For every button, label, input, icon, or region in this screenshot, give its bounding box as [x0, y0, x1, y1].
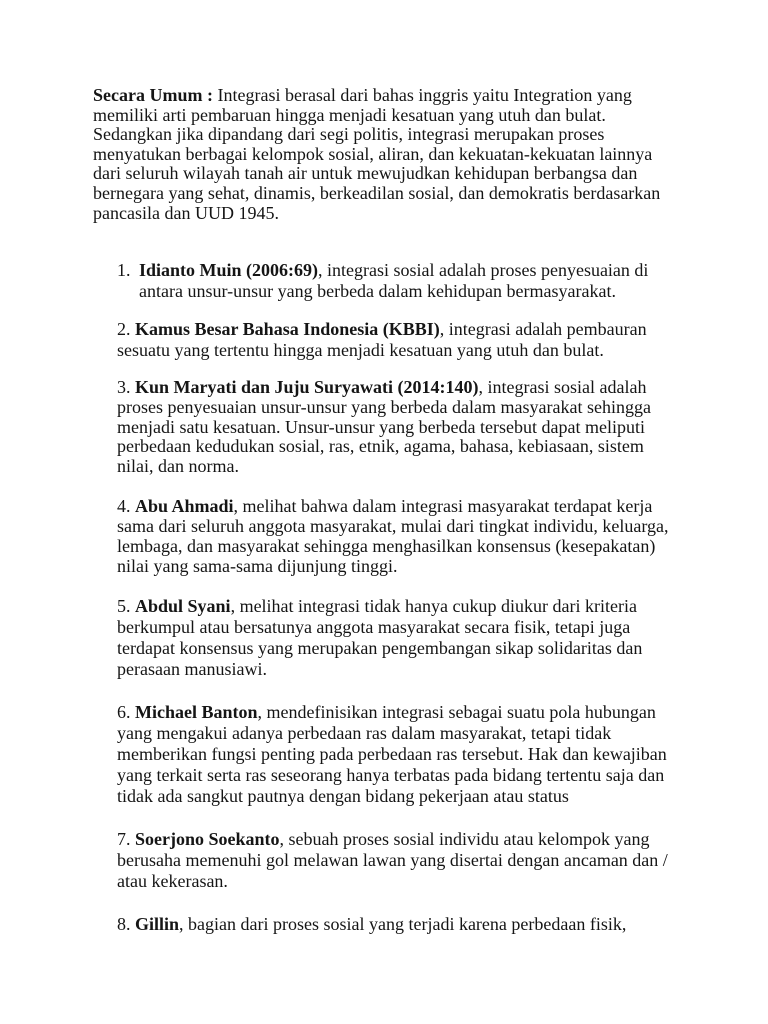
- list-item: [117, 829, 668, 892]
- list-item: [117, 378, 651, 477]
- item-author: Idianto Muin (2006:69): [139, 260, 319, 280]
- text-line: [117, 596, 642, 617]
- item-number: 5.: [117, 596, 131, 616]
- item-number: 6.: [117, 702, 131, 722]
- item-author: Soerjono Soekanto: [135, 829, 280, 849]
- text-line: memberikan fungsi penting pada perbedaan ras tersebut. Hak dan kewajiban: [117, 744, 667, 764]
- text-line: [93, 86, 660, 106]
- text-line: nilai yang sama-sama dijunjung tinggi.: [117, 556, 398, 576]
- list-item: [117, 596, 642, 680]
- item-text: , sebuah proses sosial individu atau kelompok yang: [279, 829, 650, 849]
- intro-text: Integrasi berasal dari bahas inggris yaitu Integration yang: [217, 85, 632, 105]
- item-body: [139, 260, 648, 302]
- item-number: 8.: [117, 914, 131, 934]
- item-text: , melihat integrasi tidak hanya cukup diukur dari kriteria: [230, 596, 637, 616]
- text-line: proses penyesuaian unsur-unsur yang berbeda dalam masyarakat sehingga: [117, 396, 651, 417]
- text-line: Sedangkan jika dipandang dari segi politis, integrasi merupakan proses: [93, 124, 605, 145]
- text-line: menjadi satu kesatuan. Unsur-unsur yang berbeda tersebut dapat meliputi: [117, 416, 645, 437]
- text-line: yang mengakui adanya perbedaan ras dalam masyarakat, tetapi tidak: [117, 723, 612, 743]
- text-line: berkumpul atau bersatunya anggota masyarakat secara fisik, tetapi juga: [117, 617, 631, 637]
- item-text: , bagian dari proses sosial yang terjadi karena perbedaan fisik,: [179, 914, 627, 934]
- item-number: 7.: [117, 829, 131, 849]
- item-text: , integrasi adalah pembauran: [439, 319, 647, 339]
- text-line: yang terkait serta ras seseorang hanya terbatas pada bidang tertentu saja dan: [117, 765, 665, 785]
- item-number: 2.: [117, 319, 131, 339]
- text-line: bernegara yang sehat, dinamis, berkeadilan sosial, dan demokratis berdasarkan: [93, 182, 661, 203]
- list-item: [117, 319, 647, 361]
- text-line: berusaha memenuhi gol melawan lawan yang disertai dengan ancaman dan /: [117, 850, 668, 870]
- text-line: [117, 496, 669, 516]
- item-number: 1.: [117, 260, 131, 280]
- text-line: sesuatu yang tertentu hingga menjadi kesatuan yang utuh dan bulat.: [117, 340, 604, 360]
- item-number: 4.: [117, 496, 131, 516]
- text-line: perasaan manusiawi.: [117, 659, 267, 679]
- text-line: menyatukan berbagai kelompok sosial, aliran, dan kekuatan-kekuatan lainnya: [93, 143, 653, 164]
- text-line: tidak ada sangkut pautnya dengan bidang pekerjaan atau status: [117, 786, 569, 806]
- text-line: [117, 829, 668, 850]
- text-line: perbedaan kedudukan sosial, ras, etnik, agama, bahasa, kebiasaan, sistem: [117, 436, 644, 457]
- text-line: terdapat konsensus yang merupakan pengembangan sikap solidaritas dan: [117, 638, 643, 658]
- list-item: [117, 496, 669, 576]
- item-author: Gillin: [135, 914, 180, 934]
- intro-paragraph: [93, 86, 660, 223]
- text-line: nilai, dan norma.: [117, 456, 239, 476]
- list-item: [117, 914, 626, 935]
- text-line: dari seluruh wilayah tanah air untuk mewujudkan kehidupan berbangsa dan: [93, 163, 638, 184]
- item-author: Abdul Syani: [135, 596, 231, 616]
- text-line: [117, 319, 647, 340]
- text-line: sama dari seluruh anggota masyarakat, mulai dari tingkat individu, keluarga,: [117, 516, 669, 536]
- item-author: Michael Banton: [135, 702, 258, 722]
- text-line: [117, 378, 651, 398]
- text-line: antara unsur-unsur yang berbeda dalam kehidupan bermasyarakat.: [139, 281, 616, 301]
- text-line: memiliki arti pembaruan hingga menjadi kesatuan yang utuh dan bulat.: [93, 104, 606, 125]
- item-author: Kamus Besar Bahasa Indonesia (KBBI): [135, 319, 440, 339]
- text-line: pancasila dan UUD 1945.: [93, 202, 279, 223]
- item-author: Kun Maryati dan Juju Suryawati (2014:140): [135, 377, 479, 397]
- item-text: , mendefinisikan integrasi sebagai suatu pola hubungan: [257, 702, 656, 722]
- list-item: [117, 260, 648, 302]
- text-line: lembaga, dan masyarakat sehingga menghasilkan konsensus (kesepakatan): [117, 536, 656, 556]
- item-author: Abu Ahmadi: [135, 496, 234, 516]
- list-item: [117, 702, 667, 807]
- text-line: [139, 260, 648, 281]
- text-line: atau kekerasan.: [117, 871, 228, 891]
- intro-label: Secara Umum :: [93, 85, 213, 105]
- item-number: 3.: [117, 377, 131, 397]
- text-line: [117, 914, 626, 935]
- item-text: , melihat bahwa dalam integrasi masyarakat terdapat kerja: [233, 496, 653, 516]
- item-text: , integrasi sosial adalah: [478, 377, 647, 397]
- item-text: , integrasi sosial adalah proses penyesuaian di: [318, 260, 649, 280]
- text-line: [117, 702, 667, 723]
